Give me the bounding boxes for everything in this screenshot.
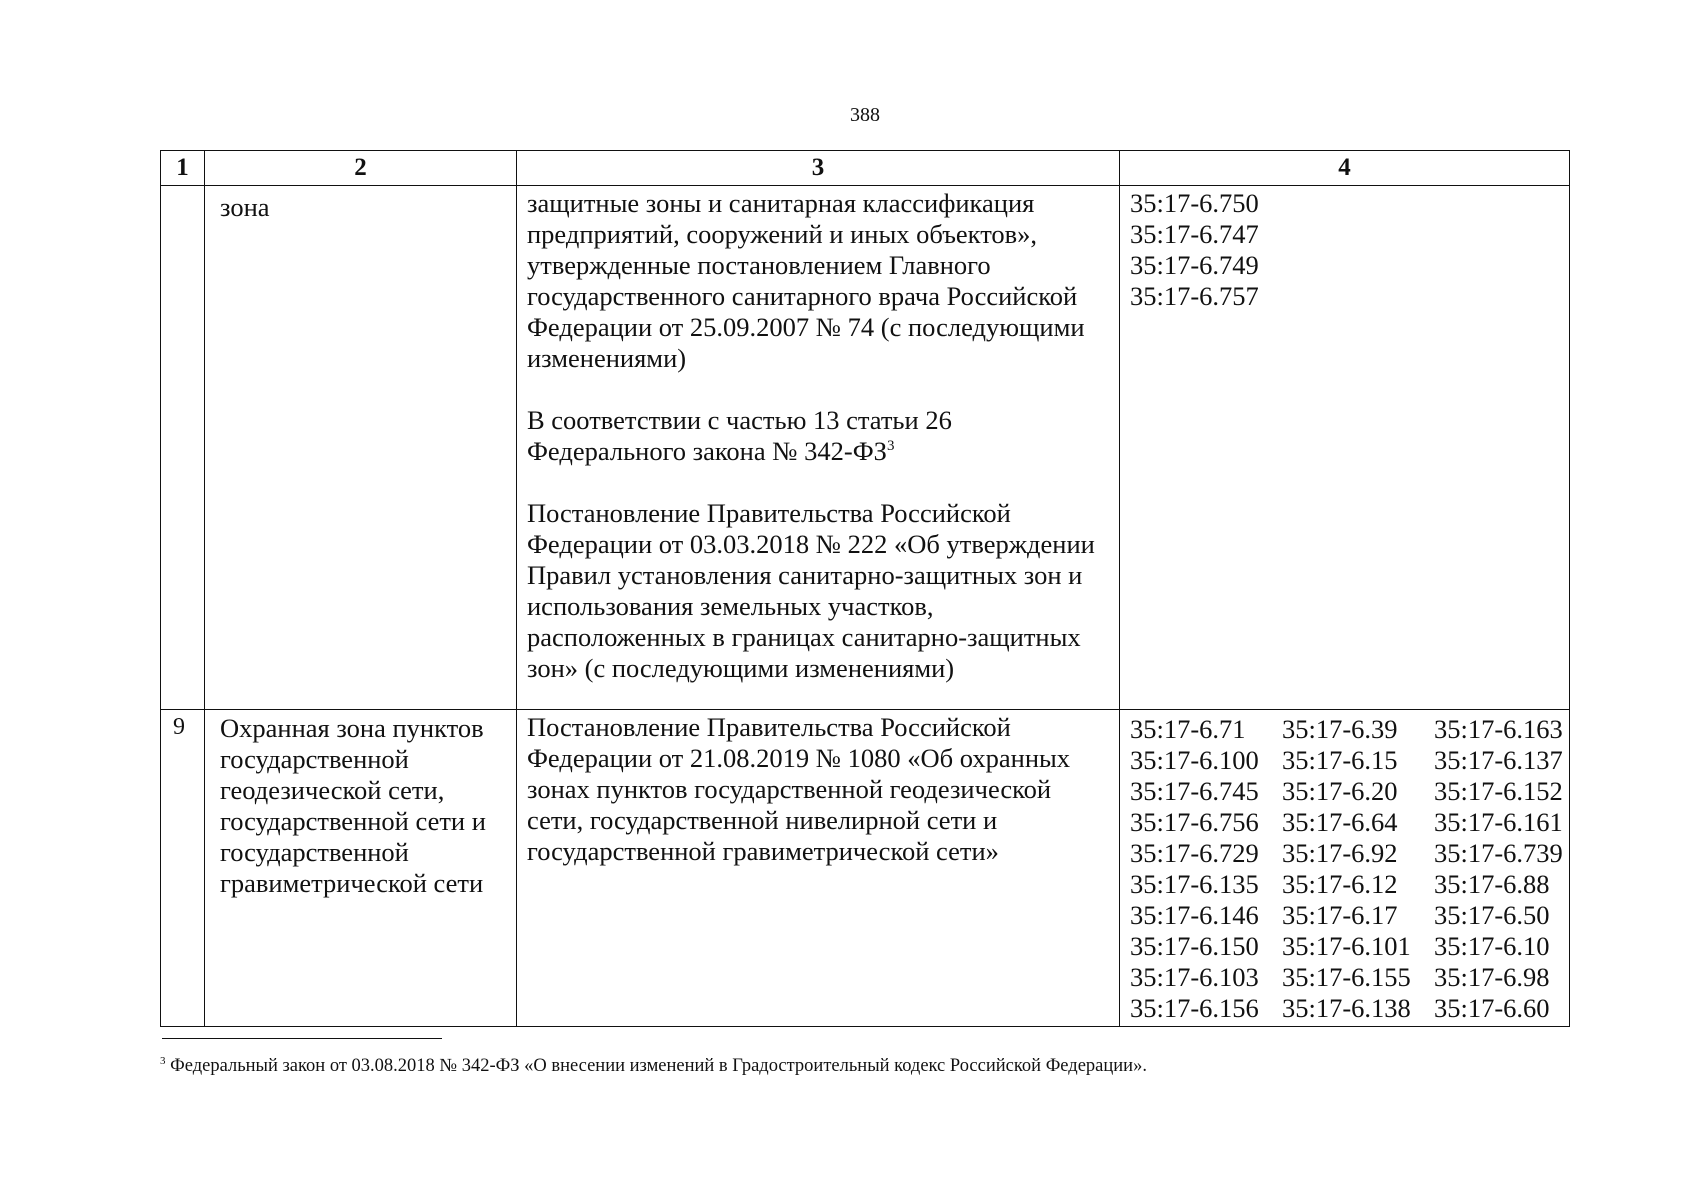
cadastral-code: 35:17-6.88: [1434, 869, 1550, 899]
cadastral-code: 35:17-6.64: [1282, 807, 1398, 837]
cadastral-code: 35:17-6.100: [1130, 745, 1259, 775]
table-header-row: [161, 151, 1570, 186]
cadastral-code: 35:17-6.17: [1282, 900, 1398, 930]
cadastral-codes-cell: [1120, 186, 1570, 710]
footnote-reference: 3: [886, 438, 895, 455]
zone-name-cell: [205, 186, 517, 710]
cadastral-codes-cell: [1120, 710, 1570, 1027]
cadastral-code: 35:17-6.60: [1434, 993, 1550, 1023]
legal-basis-cell: [517, 710, 1120, 1027]
column-header-2: 2: [205, 151, 517, 186]
cadastral-code: 35:17-6.20: [1282, 776, 1398, 806]
cadastral-code: 35:17-6.756: [1130, 807, 1259, 837]
legal-basis-text: В соответствии с частью 13 статьи 26 Федерального закона № 342-ФЗ: [527, 405, 952, 466]
cadastral-code: 35:17-6.12: [1282, 869, 1398, 899]
zones-table: [160, 150, 1570, 1027]
cadastral-code: 35:17-6.92: [1282, 838, 1398, 868]
cadastral-code: 35:17-6.135: [1130, 869, 1259, 899]
cadastral-code: 35:17-6.152: [1434, 776, 1563, 806]
footnote-number: 3: [160, 1054, 166, 1067]
cadastral-code: 35:17-6.747: [1130, 219, 1259, 249]
zone-name-cell: [205, 710, 517, 1027]
cadastral-code: 35:17-6.745: [1130, 776, 1259, 806]
cadastral-code: 35:17-6.757: [1130, 281, 1259, 311]
cadastral-code: 35:17-6.155: [1282, 962, 1411, 992]
zone-name: Охранная зона пунктов государственной геодезической сети, государственной сети и государственной гравиметрической сети: [220, 713, 486, 898]
row-number: 9: [173, 714, 185, 740]
cadastral-code: 35:17-6.146: [1130, 900, 1259, 930]
cadastral-code: 35:17-6.729: [1130, 838, 1259, 868]
cadastral-codes-grid: [1120, 710, 1569, 1026]
cadastral-code: 35:17-6.10: [1434, 931, 1550, 961]
cadastral-code: 35:17-6.101: [1282, 931, 1411, 961]
legal-basis-paragraph: защитные зоны и санитарная классификация предприятий, сооружений и иных объектов», утвержденные постановлением Главного государственного санитарного врача Российской Федерации от 25.09.2007 № 74 (с последующими изменениями): [527, 188, 1085, 373]
page-number: 388: [850, 104, 880, 126]
column-header-4: 4: [1120, 151, 1570, 186]
cadastral-code: 35:17-6.39: [1282, 714, 1398, 744]
table-row-9: [161, 710, 1570, 1027]
cadastral-code: 35:17-6.750: [1130, 188, 1259, 218]
legal-basis-cell: [517, 186, 1120, 710]
cadastral-code: 35:17-6.103: [1130, 962, 1259, 992]
legal-basis-paragraph: [527, 405, 1109, 467]
cadastral-code: 35:17-6.98: [1434, 962, 1550, 992]
cadastral-code: 35:17-6.163: [1434, 714, 1563, 744]
legal-basis-paragraph: Постановление Правительства Российской Федерации от 03.03.2018 № 222 «Об утверждении Правил установления санитарно-защитных зон и использования земельных участков, расположенных в границах санитарно-защитных зон» (с последующими изменениями): [527, 498, 1095, 683]
cadastral-code: 35:17-6.138: [1282, 993, 1411, 1023]
column-header-3: 3: [517, 151, 1120, 186]
cadastral-code: 35:17-6.739: [1434, 838, 1563, 868]
cadastral-code: 35:17-6.161: [1434, 807, 1563, 837]
table-row-continued: [161, 186, 1570, 710]
footnote-text: Федеральный закон от 03.08.2018 № 342-ФЗ «О внесении изменений в Градостроительный кодекс Российской Федерации».: [170, 1056, 1147, 1076]
cadastral-code: 35:17-6.137: [1434, 745, 1563, 775]
footnote: [160, 1054, 1147, 1078]
footnote-divider: [162, 1038, 442, 1039]
cadastral-code: 35:17-6.749: [1130, 250, 1259, 280]
cadastral-code: 35:17-6.71: [1130, 714, 1246, 744]
cadastral-code: 35:17-6.50: [1434, 900, 1550, 930]
column-header-1: 1: [161, 151, 205, 186]
row-number-cell: [161, 186, 205, 710]
row-number-cell: [161, 710, 205, 1027]
cadastral-code: 35:17-6.156: [1130, 993, 1259, 1023]
cadastral-code: 35:17-6.15: [1282, 745, 1398, 775]
legal-basis-text: Постановление Правительства Российской Федерации от 21.08.2019 № 1080 «Об охранных зонах пунктов государственной геодезической сети, государственной нивелирной сети и государственной гравиметрической сети»: [527, 712, 1071, 866]
zone-name: зона: [220, 192, 270, 222]
cadastral-code: 35:17-6.150: [1130, 931, 1259, 961]
